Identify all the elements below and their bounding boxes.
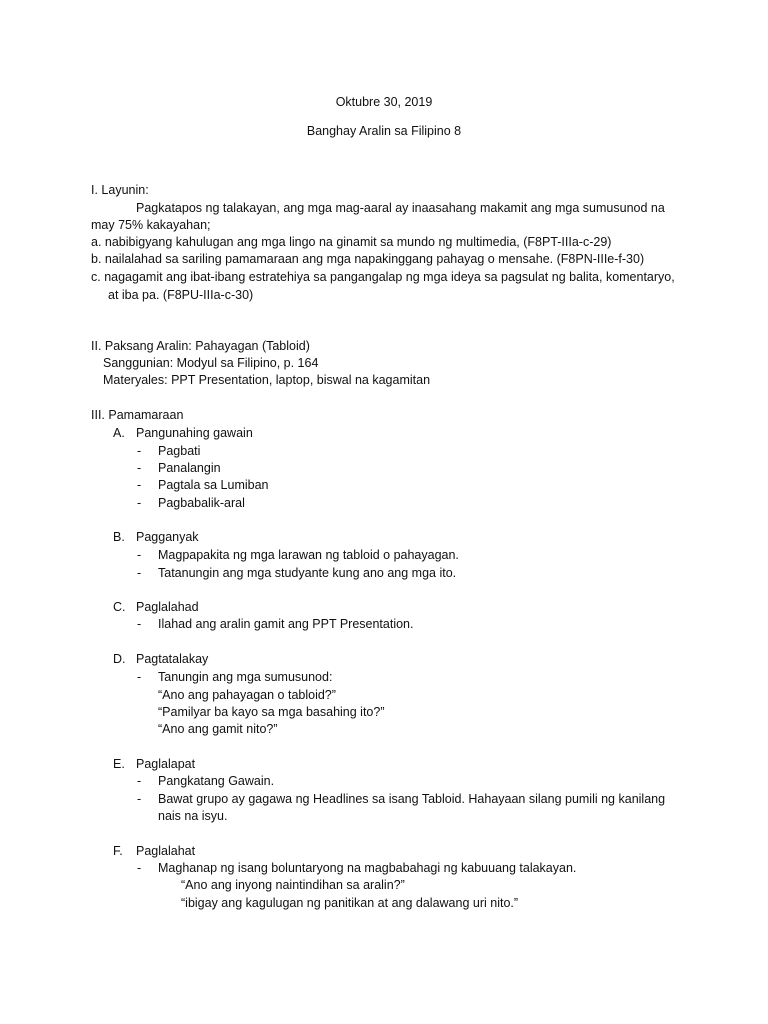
document-date: Oktubre 30, 2019 (335, 95, 433, 109)
list-dash: - (137, 478, 142, 492)
paksa-heading: II. Paksang Aralin: Pahayagan (Tabloid) (91, 339, 310, 353)
pamamaraan-heading: III. Pamamaraan (91, 408, 184, 422)
section-c-title: Paglalahad (136, 600, 199, 614)
list-item-continuation: nais na isyu. (158, 809, 228, 823)
question-item: “Ano ang gamit nito?” (158, 722, 278, 736)
layunin-item-b: b. nailalahad sa sariling pamamaraan ang mga napakinggang pahayag o mensahe. (F8PN-IIIe-f-30) (91, 252, 645, 266)
section-e-letter: E. (113, 757, 125, 771)
list-item: Tatanungin ang mga studyante kung ano ang mga ito. (158, 566, 457, 580)
list-dash: - (137, 496, 142, 510)
layunin-intro-line1: Pagkatapos ng talakayan, ang mga mag-aaral ay inaasahang makamit ang mga sumusunod na (136, 201, 665, 215)
layunin-item-c-line1: c. nagagamit ang ibat-ibang estratehiya sa pangangalap ng mga ideya sa pagsulat ng balita, komentaryo, (91, 270, 675, 284)
list-dash: - (137, 617, 142, 631)
section-f-title: Paglalahat (136, 844, 196, 858)
list-item: Bawat grupo ay gagawa ng Headlines sa isang Tabloid. Hahayaan silang pumili ng kanilang (158, 792, 666, 806)
section-d-letter: D. (113, 652, 126, 666)
list-dash: - (137, 792, 142, 806)
list-item: Pagbabalik-aral (158, 496, 245, 510)
list-item: Pangkatang Gawain. (158, 774, 275, 788)
question-item: “Ano ang pahayagan o tabloid?” (158, 688, 336, 702)
paksa-sanggunian: Sanggunian: Modyul sa Filipino, p. 164 (103, 356, 319, 370)
section-b-letter: B. (113, 530, 125, 544)
list-item: Magpapakita ng mga larawan ng tabloid o pahayagan. (158, 548, 459, 562)
layunin-item-a: a. nabibigyang kahulugan ang mga lingo na ginamit sa mundo ng multimedia, (F8PT-IIIa-c-29) (91, 235, 612, 249)
section-d-title: Pagtatalakay (136, 652, 209, 666)
list-dash: - (137, 548, 142, 562)
question-item: “ibigay ang kagulugan ng panitikan at ang dalawang uri nito.” (181, 896, 519, 910)
section-e-title: Paglalapat (136, 757, 196, 771)
list-dash: - (137, 566, 142, 580)
section-f-letter: F. (113, 844, 123, 858)
layunin-intro-line2: may 75% kakayahan; (91, 218, 211, 232)
question-item: “Ano ang inyong naintindihan sa aralin?” (181, 878, 405, 892)
list-item: Tanungin ang mga sumusunod: (158, 670, 333, 684)
list-item: Panalangin (158, 461, 221, 475)
list-item: Pagtala sa Lumiban (158, 478, 269, 492)
list-dash: - (137, 861, 142, 875)
section-c-letter: C. (113, 600, 126, 614)
layunin-heading: I. Layunin: (91, 183, 149, 197)
list-item: Ilahad ang aralin gamit ang PPT Presentation. (158, 617, 414, 631)
list-item: Pagbati (158, 444, 201, 458)
list-dash: - (137, 670, 142, 684)
list-dash: - (137, 774, 142, 788)
section-b-title: Pagganyak (136, 530, 199, 544)
list-dash: - (137, 444, 142, 458)
layunin-item-c-line2: at iba pa. (F8PU-IIIa-c-30) (108, 288, 254, 302)
section-a-title: Pangunahing gawain (136, 426, 253, 440)
question-item: “Pamilyar ba kayo sa mga basahing ito?” (158, 705, 385, 719)
document-title: Banghay Aralin sa Filipino 8 (306, 124, 462, 138)
list-dash: - (137, 461, 142, 475)
section-a-letter: A. (113, 426, 125, 440)
list-item: Maghanap ng isang boluntaryong na magbabahagi ng kabuuang talakayan. (158, 861, 577, 875)
paksa-materyales: Materyales: PPT Presentation, laptop, biswal na kagamitan (103, 373, 431, 387)
